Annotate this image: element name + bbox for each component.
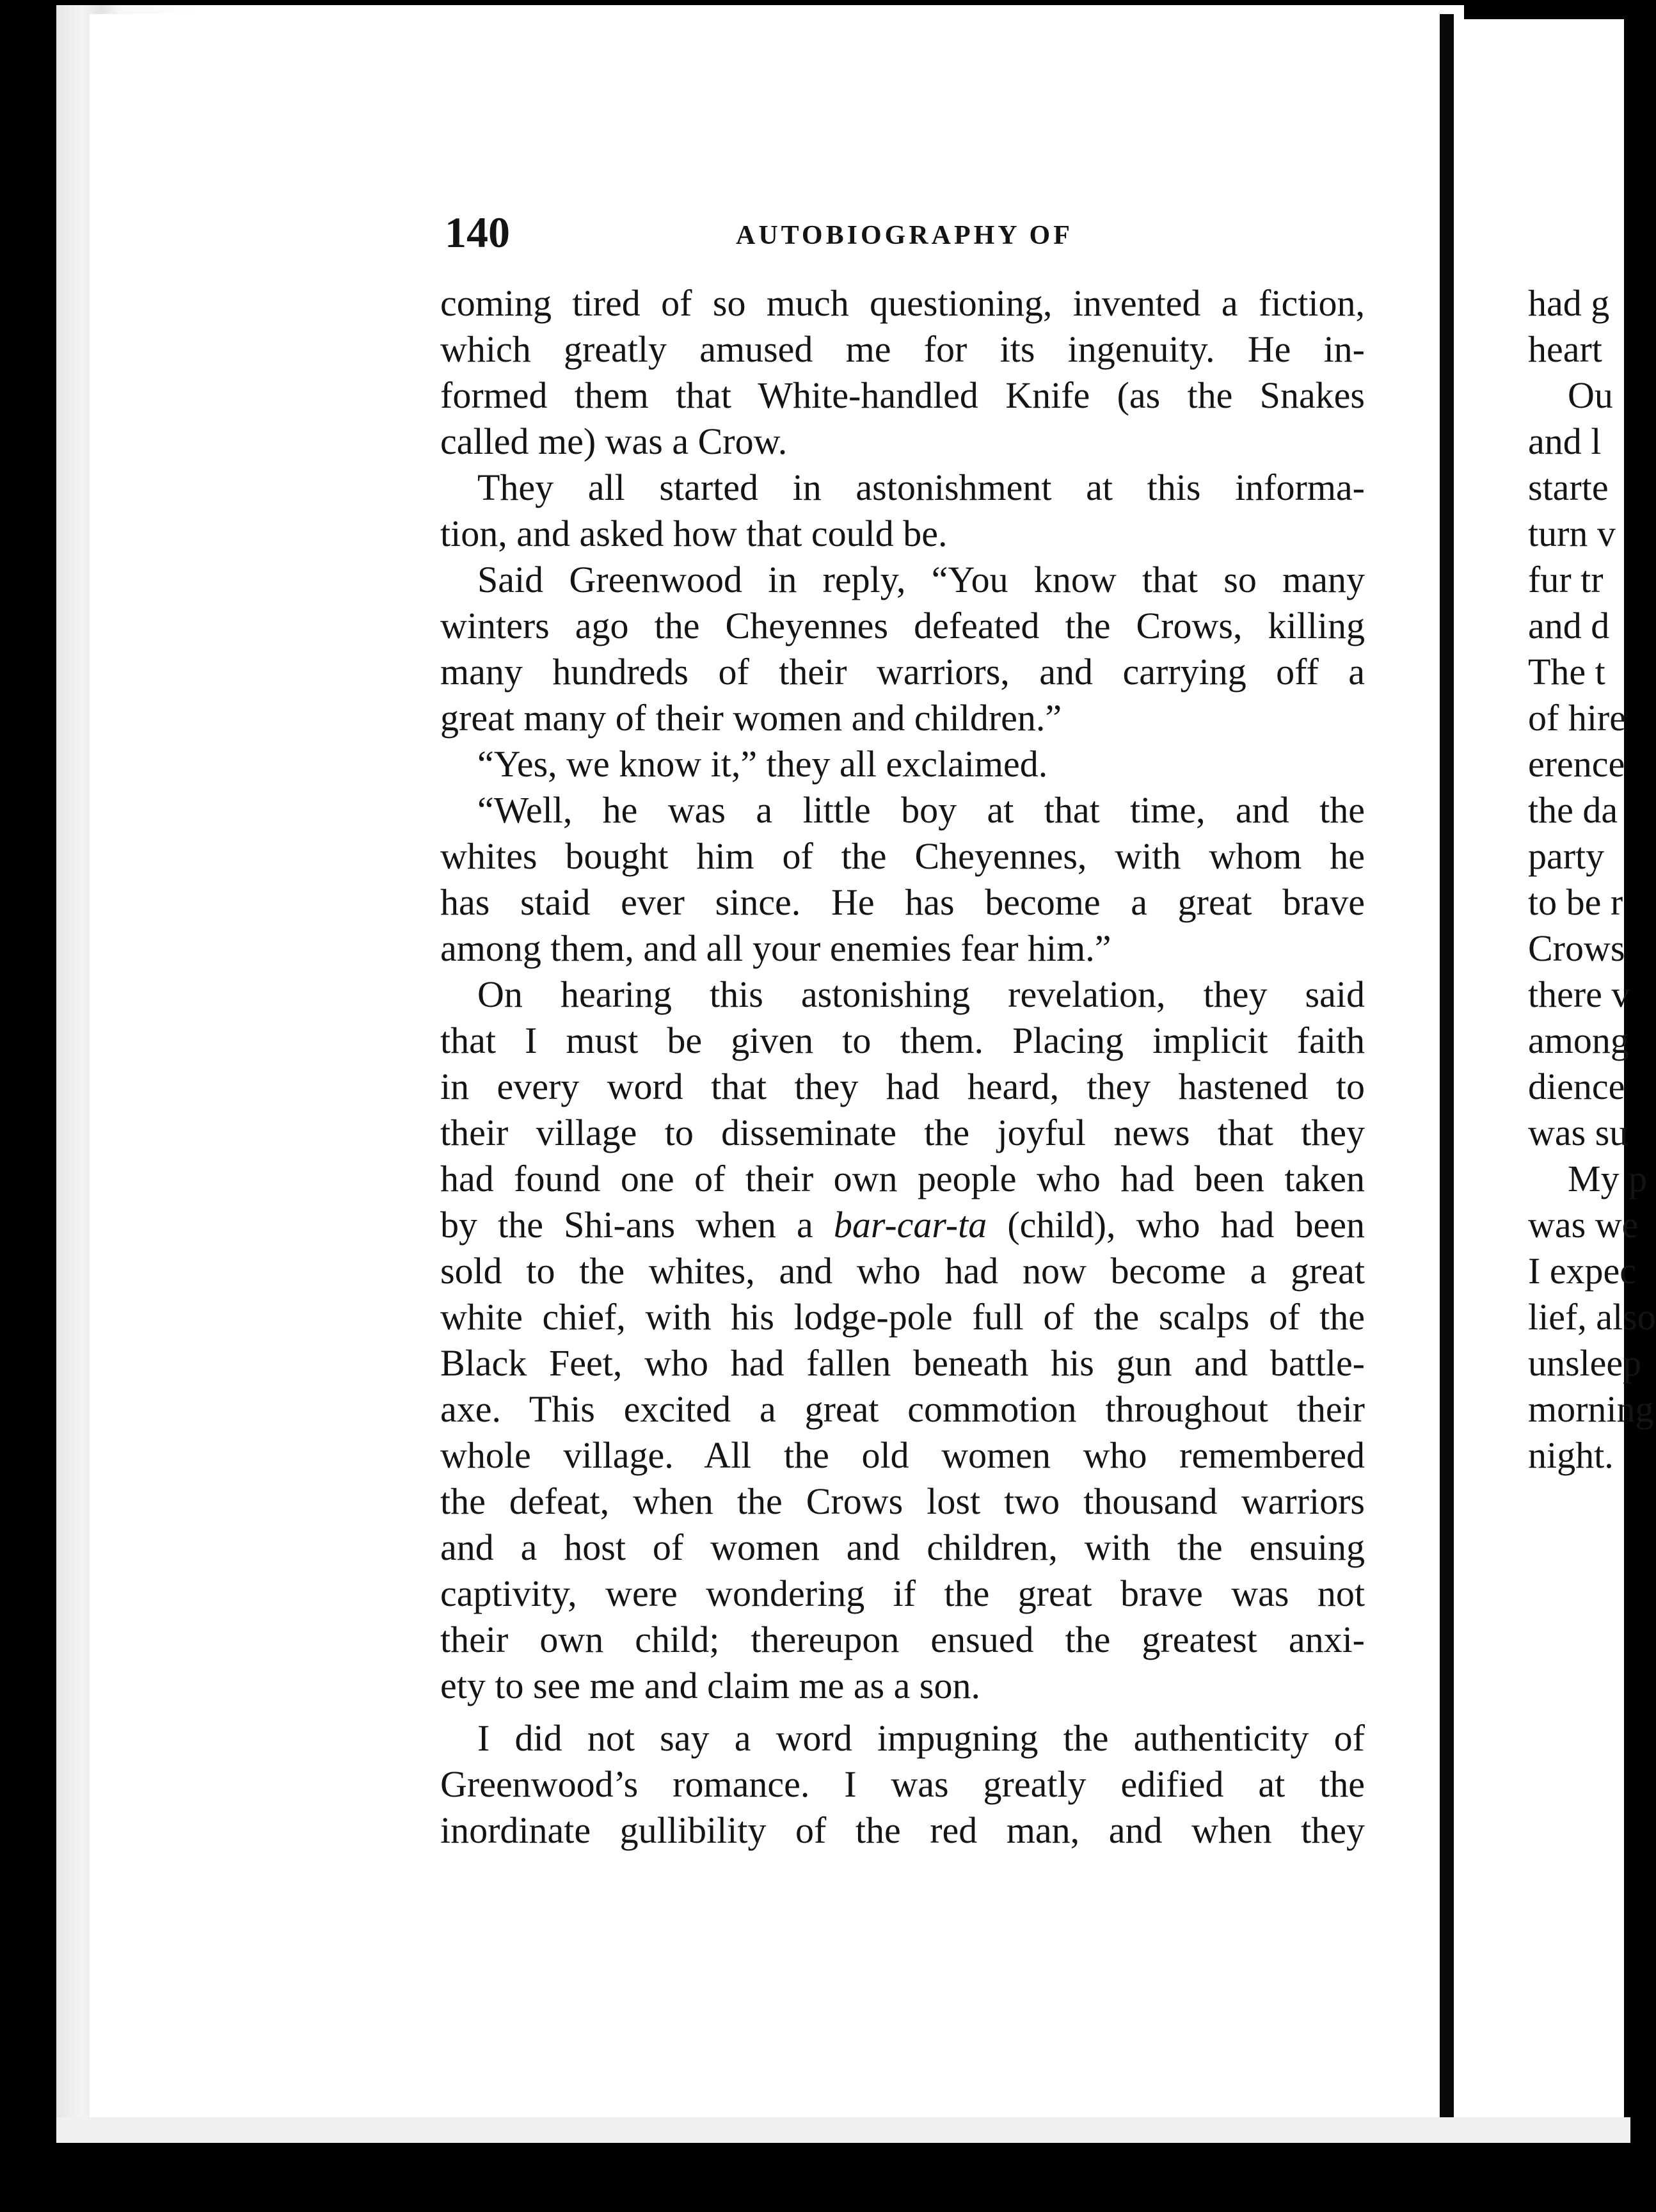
text-line-fragment: party xyxy=(1528,835,1605,877)
right-page-body-fragment xyxy=(1528,280,1656,1479)
text-line-fragment: night. xyxy=(1528,1434,1614,1476)
text-line-fragment: turn v xyxy=(1528,513,1616,554)
running-head xyxy=(445,204,1366,261)
text-line-fragment: of hire xyxy=(1528,697,1626,739)
text-line: axe. This excited a great commotion throughout their xyxy=(440,1388,1365,1430)
text-line: and a host of women and children, with the ensuing xyxy=(440,1527,1365,1568)
text-line-fragment: The t xyxy=(1528,651,1605,693)
text-line: which greatly amused me for its ingenuity. He in- xyxy=(440,328,1365,370)
text-line: in every word that they had heard, they hastened to xyxy=(440,1066,1365,1107)
text-line-fragment: to be r xyxy=(1528,881,1623,923)
text-line: tion, and asked how that could be. xyxy=(440,513,948,554)
text-line-fragment: and l xyxy=(1528,421,1602,462)
text-line: whites bought him of the Cheyennes, with whom he xyxy=(440,835,1365,877)
text-line: ety to see me and claim me as a son. xyxy=(440,1665,980,1706)
text-line: that I must be given to them. Placing implicit faith xyxy=(440,1020,1365,1061)
text-line: Said Greenwood in reply, “You know that so many xyxy=(477,559,1365,600)
text-line: had found one of their own people who had been taken xyxy=(440,1158,1365,1199)
text-line: called me) was a Crow. xyxy=(440,421,788,462)
text-line: They all started in astonishment at this informa- xyxy=(477,467,1365,508)
text-line-fragment: heart xyxy=(1528,328,1602,370)
text-line: their village to disseminate the joyful news that they xyxy=(440,1112,1365,1153)
text-line: many hundreds of their warriors, and carrying off a xyxy=(440,651,1365,693)
text-line-fragment: Ou xyxy=(1568,374,1613,416)
text-line: On hearing this astonishing revelation, they said xyxy=(477,974,1365,1015)
text-line: Black Feet, who had fallen beneath his gun and battle- xyxy=(440,1342,1365,1384)
bottom-page-edge xyxy=(56,2117,1630,2143)
text-line: inordinate gullibility of the red man, and when they xyxy=(440,1809,1365,1851)
text-line-fragment: I expec xyxy=(1528,1250,1637,1292)
running-head-title: AUTOBIOGRAPHY OF xyxy=(736,221,1073,250)
text-line: “Yes, we know it,” they all exclaimed. xyxy=(477,743,1048,785)
text-line-fragment: dience xyxy=(1528,1066,1625,1107)
text-line: captivity, were wondering if the great brave was not xyxy=(440,1573,1365,1614)
text-line: Greenwood’s romance. I was greatly edified at the xyxy=(440,1763,1365,1805)
text-line-fragment: lief, also xyxy=(1528,1296,1656,1338)
text-line-fragment: erence xyxy=(1528,743,1625,785)
text-line: white chief, with his lodge-pole full of the scalps of the xyxy=(440,1296,1365,1338)
text-line-fragment: had g xyxy=(1528,282,1610,324)
text-line-fragment: unsleep xyxy=(1528,1342,1642,1384)
text-line-fragment: morning xyxy=(1528,1388,1654,1430)
text-line: I did not say a word impugning the authenticity of xyxy=(477,1717,1365,1759)
text-line: whole village. All the old women who remembered xyxy=(440,1434,1365,1476)
text-line: sold to the whites, and who had now become a great xyxy=(440,1250,1365,1292)
text-line-fragment: the da xyxy=(1528,789,1618,831)
text-line: winters ago the Cheyennes defeated the Crows, killing xyxy=(440,605,1365,646)
left-page-body xyxy=(440,280,1365,1854)
text-line: among them, and all your enemies fear him.” xyxy=(440,927,1111,969)
text-line-fragment: starte xyxy=(1528,467,1609,508)
text-line: great many of their women and children.” xyxy=(440,697,1062,739)
text-line-fragment: Crows xyxy=(1528,927,1625,969)
italic-term: bar-car-ta xyxy=(833,1204,987,1246)
text-line: by the Shi-ans when a bar-car-ta (child), who had been xyxy=(440,1204,1365,1246)
text-line-fragment: there v xyxy=(1528,974,1630,1015)
text-line-fragment: was su xyxy=(1528,1112,1628,1153)
text-line: the defeat, when the Crows lost two thousand warriors xyxy=(440,1480,1365,1522)
text-line: has staid ever since. He has become a great brave xyxy=(440,881,1365,923)
text-line-fragment: My p xyxy=(1568,1158,1648,1199)
text-line: coming tired of so much questioning, invented a fiction, xyxy=(440,282,1365,324)
text-line: their own child; thereupon ensued the greatest anxi- xyxy=(440,1619,1365,1660)
text-line-fragment: was we xyxy=(1528,1204,1639,1246)
text-line: formed them that White-handled Knife (as the Snakes xyxy=(440,374,1365,416)
text-line-fragment: among xyxy=(1528,1020,1629,1061)
text-line: “Well, he was a little boy at that time, and the xyxy=(477,789,1365,831)
page-number: 140 xyxy=(445,208,510,257)
text-line-fragment: fur tr xyxy=(1528,559,1604,600)
text-line-fragment: and d xyxy=(1528,605,1610,646)
